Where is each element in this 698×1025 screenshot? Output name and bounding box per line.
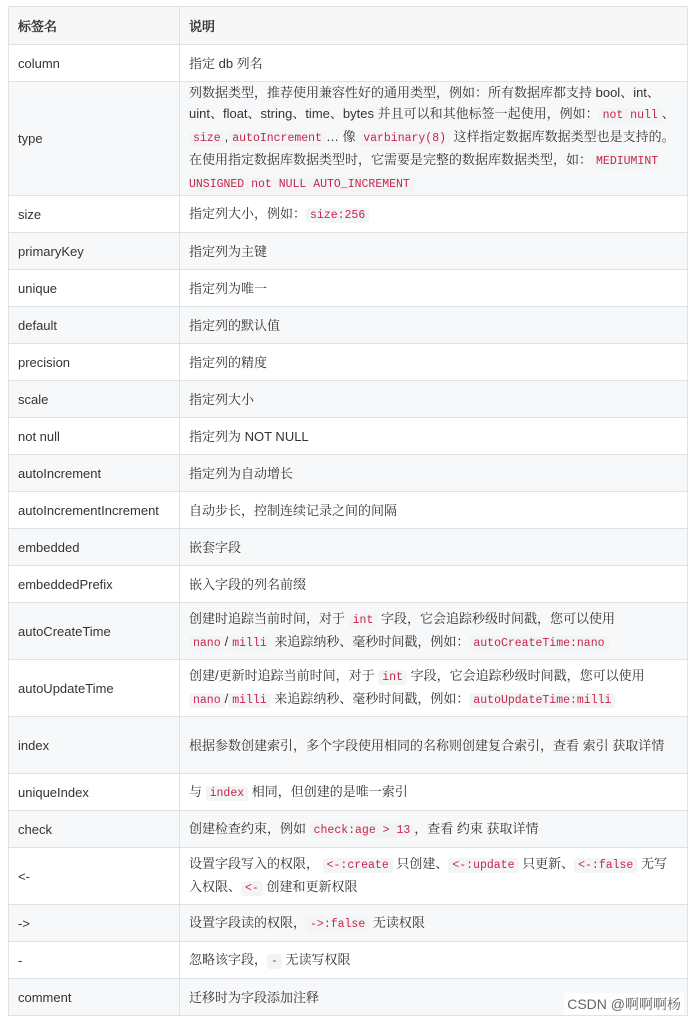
description-text: 指定列为唯一	[189, 280, 268, 296]
tag-name-cell: autoUpdateTime	[9, 660, 180, 717]
tag-name-cell: size	[9, 196, 180, 233]
description-text: 无写入权限、	[189, 856, 667, 894]
description-text: ，查看 约束 获取详情	[414, 820, 539, 836]
table-row	[9, 344, 688, 381]
inline-code: nano	[189, 636, 225, 651]
inline-code: autoCreateTime:nano	[469, 636, 608, 651]
description-text: 设置字段读的权限，	[189, 914, 307, 930]
description-text: 嵌入字段的列名前缀	[189, 576, 307, 592]
inline-code: -	[267, 954, 282, 969]
description-text: 指定列为 NOT NULL	[189, 428, 309, 444]
tag-name-cell: precision	[9, 344, 180, 381]
inline-code: milli	[228, 636, 271, 651]
tag-name-cell: column	[9, 45, 180, 82]
inline-code: size	[189, 131, 225, 146]
table-row	[9, 848, 688, 905]
description-cell	[180, 196, 688, 233]
description-cell	[180, 82, 688, 196]
description-text: 只创建、	[392, 856, 449, 871]
inline-code: nano	[189, 693, 225, 708]
watermark: CSDN @啊啊啊杨	[564, 993, 684, 1015]
tag-name-cell: autoIncrement	[9, 455, 180, 492]
description-text: 无读权限	[369, 914, 425, 930]
description-cell	[180, 942, 688, 979]
tag-name-cell: embedded	[9, 529, 180, 566]
description-text: 列数据类型，推荐使用兼容性好的通用类型，例如：所有数据库都支持 bool、int、uint、float、string、time、bytes 并且可以和其他标签一起使用，例如：	[189, 85, 660, 121]
inline-code: autoUpdateTime:milli	[469, 693, 615, 708]
inline-code: milli	[228, 693, 271, 708]
table-row	[9, 492, 688, 529]
description-text: 字段，它会追踪秒级时间戳，您可以使用	[377, 611, 615, 626]
header-tag-name: 标签名	[9, 7, 180, 45]
description-cell	[180, 774, 688, 811]
description-cell	[180, 660, 688, 717]
inline-code: size:256	[306, 208, 369, 223]
table-row	[9, 418, 688, 455]
description-cell	[180, 455, 688, 492]
description-cell	[180, 603, 688, 660]
table-body	[9, 45, 688, 1016]
table-row	[9, 774, 688, 811]
tag-name-cell: autoIncrementIncrement	[9, 492, 180, 529]
inline-code: <-:create	[323, 858, 393, 873]
description-text: 自动步长，控制连续记录之间的间隔	[189, 502, 398, 518]
inline-code: <-	[241, 881, 263, 896]
description-cell	[180, 344, 688, 381]
tag-name-cell: type	[9, 82, 180, 196]
description-text: 创建时追踪当前时间，对于	[189, 611, 349, 626]
description-cell	[180, 492, 688, 529]
description-text: 迁移时为字段添加注释	[189, 989, 320, 1005]
description-cell	[180, 566, 688, 603]
description-text: … 像	[325, 129, 360, 144]
description-text: 这样指定数据库数据类型也是支持的。在使用指定数据库数据类型时，它需要是完整的数据库数据类型，如：	[189, 129, 675, 167]
table-row	[9, 603, 688, 660]
inline-code: <-:false	[574, 858, 637, 873]
table-row	[9, 381, 688, 418]
table-row	[9, 82, 688, 196]
description-text: 嵌套字段	[189, 539, 242, 555]
description-text: 指定列为自动增长	[189, 465, 294, 481]
tag-name-cell: index	[9, 717, 180, 774]
description-cell	[180, 233, 688, 270]
description-cell	[180, 905, 688, 942]
description-cell	[180, 848, 688, 905]
description-text: 忽略该字段，	[189, 951, 268, 967]
header-description: 说明	[180, 7, 688, 45]
description-cell	[180, 418, 688, 455]
table-row	[9, 455, 688, 492]
description-text: 来追踪纳秒、毫秒时间戳，例如：	[270, 634, 470, 649]
description-text: 设置字段写入的权限，	[189, 856, 323, 871]
description-text: 相同，但创建的是唯一索引	[248, 783, 408, 799]
table-row	[9, 717, 688, 774]
table-row	[9, 529, 688, 566]
description-text: 指定列大小，例如：	[189, 205, 307, 221]
description-text: 根据参数创建索引，多个字段使用相同的名称则创建复合索引，查看 索引 获取详情	[189, 737, 665, 753]
description-cell	[180, 381, 688, 418]
tag-name-cell: uniqueIndex	[9, 774, 180, 811]
inline-code: index	[206, 786, 249, 801]
tag-name-cell: not null	[9, 418, 180, 455]
description-text: 指定列大小	[189, 391, 255, 407]
inline-code: int	[349, 613, 378, 628]
description-text: 与	[189, 783, 206, 799]
description-text: 指定列为主键	[189, 243, 268, 259]
description-cell	[180, 270, 688, 307]
tag-name-cell: embeddedPrefix	[9, 566, 180, 603]
table-row	[9, 905, 688, 942]
tag-table	[8, 6, 688, 1016]
description-cell	[180, 307, 688, 344]
description-text: ,	[224, 129, 229, 144]
description-cell	[180, 811, 688, 848]
description-text: 创建检查约束，例如	[189, 820, 310, 836]
tag-name-cell: check	[9, 811, 180, 848]
table-row	[9, 811, 688, 848]
tag-name-cell: unique	[9, 270, 180, 307]
inline-code: varbinary(8)	[359, 131, 450, 146]
tag-name-cell: autoCreateTime	[9, 603, 180, 660]
table-row	[9, 45, 688, 82]
description-text: 来追踪纳秒、毫秒时间戳，例如：	[270, 691, 470, 706]
inline-code: check:age > 13	[310, 823, 415, 838]
inline-code: int	[378, 670, 407, 685]
table-row	[9, 942, 688, 979]
description-text: /	[224, 691, 229, 706]
description-text: 、	[661, 106, 675, 121]
tag-name-cell: default	[9, 307, 180, 344]
table-row	[9, 566, 688, 603]
table-row	[9, 660, 688, 717]
description-cell	[180, 529, 688, 566]
inline-code: <-:update	[448, 858, 518, 873]
table-row	[9, 233, 688, 270]
description-text: 创建/更新时追踪当前时间，对于	[189, 668, 379, 683]
description-text: 指定列的默认值	[189, 317, 281, 333]
inline-code: not null	[599, 108, 662, 123]
tag-name-cell: primaryKey	[9, 233, 180, 270]
tag-name-cell: scale	[9, 381, 180, 418]
description-text: 指定 db 列名	[189, 55, 263, 71]
description-text: /	[224, 634, 229, 649]
description-text: 创建和更新权限	[262, 879, 358, 894]
table-row	[9, 270, 688, 307]
table-row	[9, 307, 688, 344]
description-text: 指定列的精度	[189, 354, 268, 370]
inline-code: autoIncrement	[228, 131, 326, 146]
description-cell	[180, 45, 688, 82]
description-text: 只更新、	[518, 856, 575, 871]
description-text: 无读写权限	[281, 951, 351, 967]
description-text: 字段，它会追踪秒级时间戳，您可以使用	[406, 668, 645, 683]
table-row	[9, 196, 688, 233]
tag-name-cell: -	[9, 942, 180, 979]
inline-code: MEDIUMINT UNSIGNED not NULL AUTO_INCREMENT	[189, 155, 659, 191]
table-header-row	[9, 7, 688, 45]
tag-name-cell: comment	[9, 979, 180, 1016]
description-cell	[180, 717, 688, 774]
tag-name-cell: <-	[9, 848, 180, 905]
inline-code: ->:false	[306, 917, 369, 932]
tag-name-cell: ->	[9, 905, 180, 942]
